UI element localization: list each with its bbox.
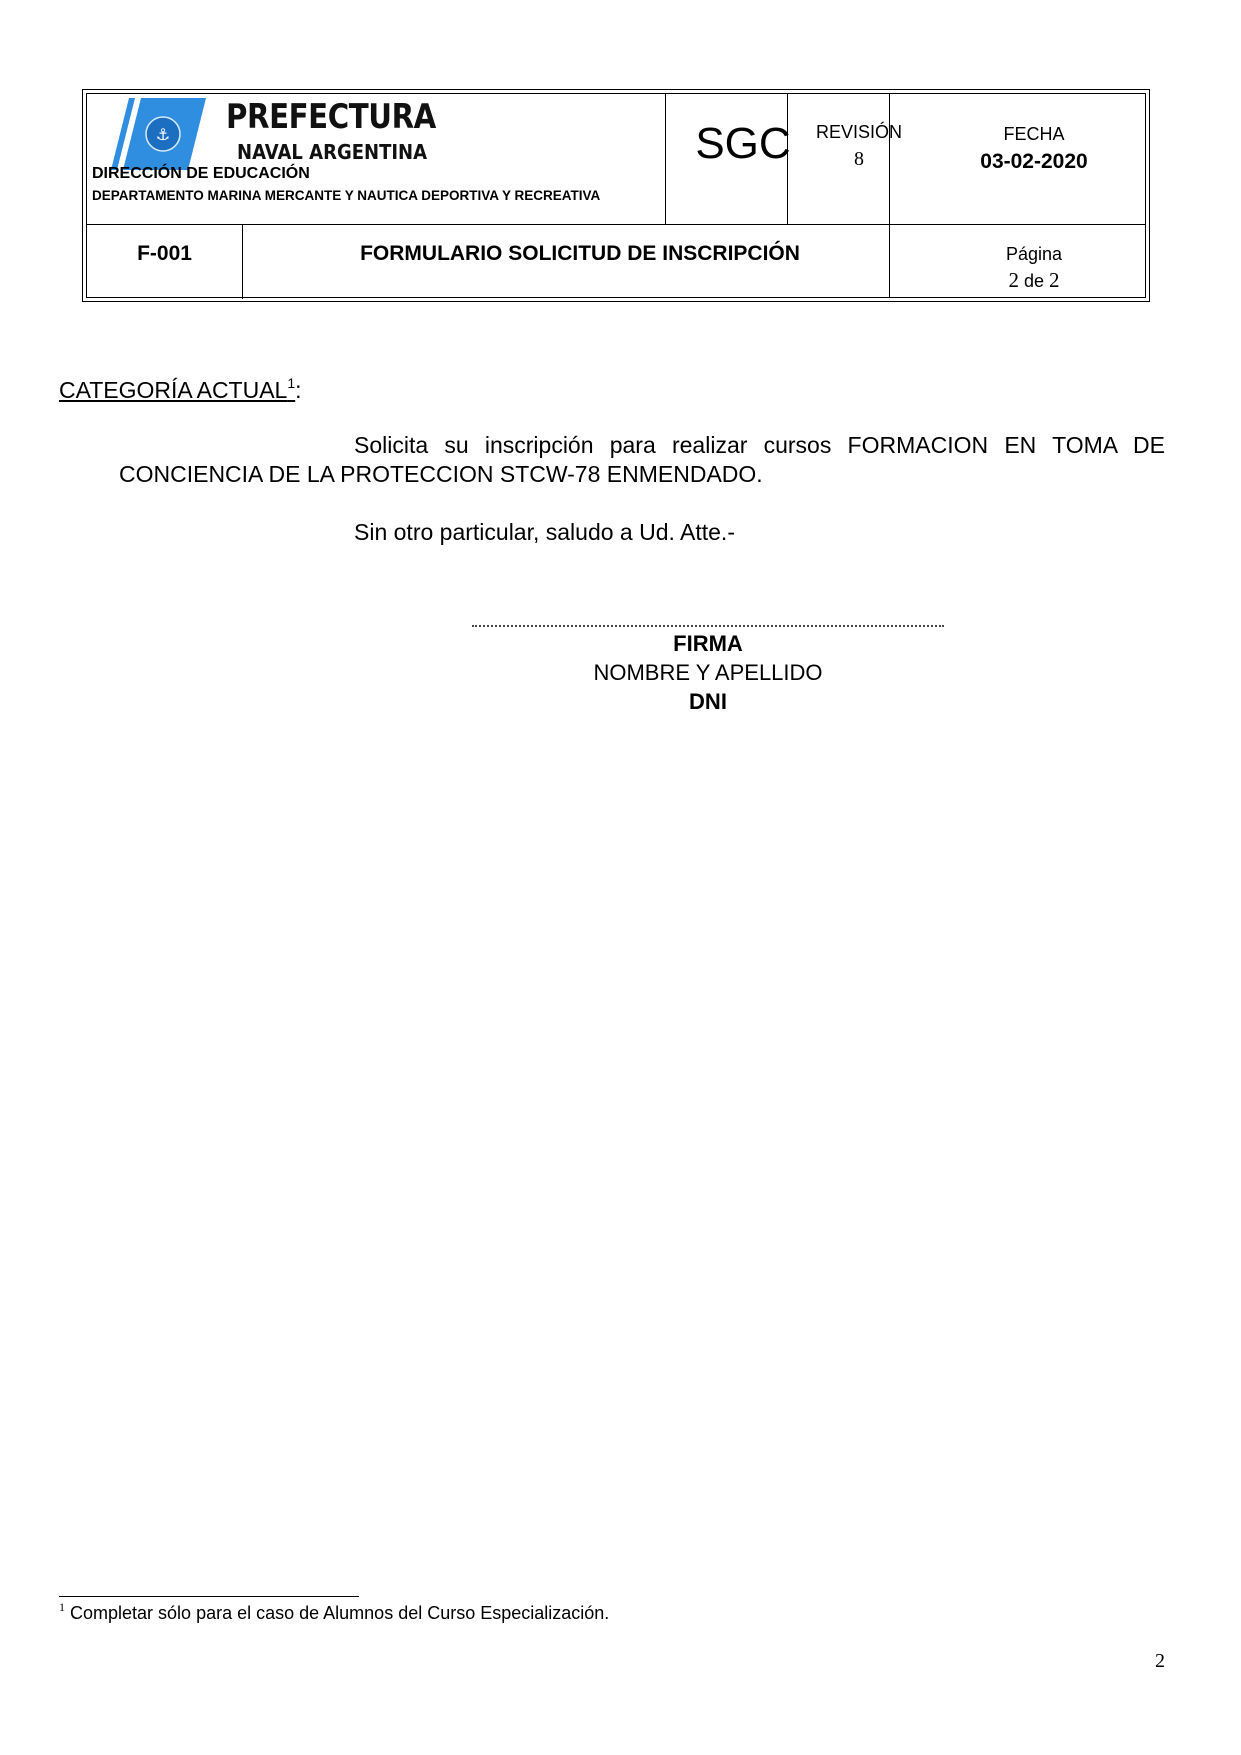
page-total: 2 xyxy=(1049,268,1060,292)
header-divider xyxy=(242,224,243,299)
header-divider xyxy=(87,224,1145,225)
revision-value: 8 xyxy=(854,148,864,170)
full-name-label: NOMBRE Y APELLIDO xyxy=(593,660,823,685)
date-label: FECHA xyxy=(1003,124,1065,144)
svg-text:⚓: ⚓ xyxy=(155,125,171,144)
logo-title: PREFECTURA xyxy=(226,97,436,137)
request-paragraph: Solicita su inscripción para realizar cursos FORMACION EN TOMA DE CONCIENCIA DE LA PROTECCION STCW-78 ENMENDADO. xyxy=(119,432,1165,487)
page-indicator xyxy=(919,268,1149,293)
prefectura-logo xyxy=(101,98,211,170)
signature-label: FIRMA xyxy=(673,631,743,656)
category-label-text: CATEGORÍA ACTUAL xyxy=(59,377,288,403)
document-header-table xyxy=(82,89,1150,302)
header-inner-frame xyxy=(86,93,1146,298)
prefectura-emblem-icon xyxy=(101,98,211,170)
revision-label: REVISIÓN xyxy=(815,122,903,142)
header-divider xyxy=(665,94,666,224)
form-code: F-001 xyxy=(137,242,192,265)
footnote-marker: 1 xyxy=(59,1600,65,1614)
dni-label: DNI xyxy=(689,689,727,714)
logo-subtitle: NAVAL ARGENTINA xyxy=(237,140,428,164)
footnote-text: Completar sólo para el caso de Alumnos del Curso Especialización. xyxy=(70,1603,610,1623)
page-label: Página xyxy=(1005,244,1063,264)
date-value: 03-02-2020 xyxy=(980,150,1088,173)
footnote-reference: 1 xyxy=(287,375,296,391)
category-colon: : xyxy=(295,377,302,403)
closing-line: Sin otro particular, saludo a Ud. Atte.- xyxy=(354,519,735,545)
form-title: FORMULARIO SOLICITUD DE INSCRIPCIÓN xyxy=(360,242,800,265)
footnote xyxy=(59,1600,610,1624)
footnote-separator xyxy=(59,1596,359,1597)
page-of: de xyxy=(1023,271,1045,291)
department-name: DEPARTAMENTO MARINA MERCANTE Y NAUTICA DEPORTIVA Y RECREATIVA xyxy=(92,188,601,203)
direction-name: DIRECCIÓN DE EDUCACIÓN xyxy=(92,165,310,182)
signature-line xyxy=(472,625,944,627)
page-number: 2 xyxy=(1155,1650,1165,1672)
system-code: SGC xyxy=(695,119,791,168)
page-current: 2 xyxy=(1008,268,1019,292)
current-category-field xyxy=(59,377,302,404)
category-label xyxy=(59,377,295,403)
